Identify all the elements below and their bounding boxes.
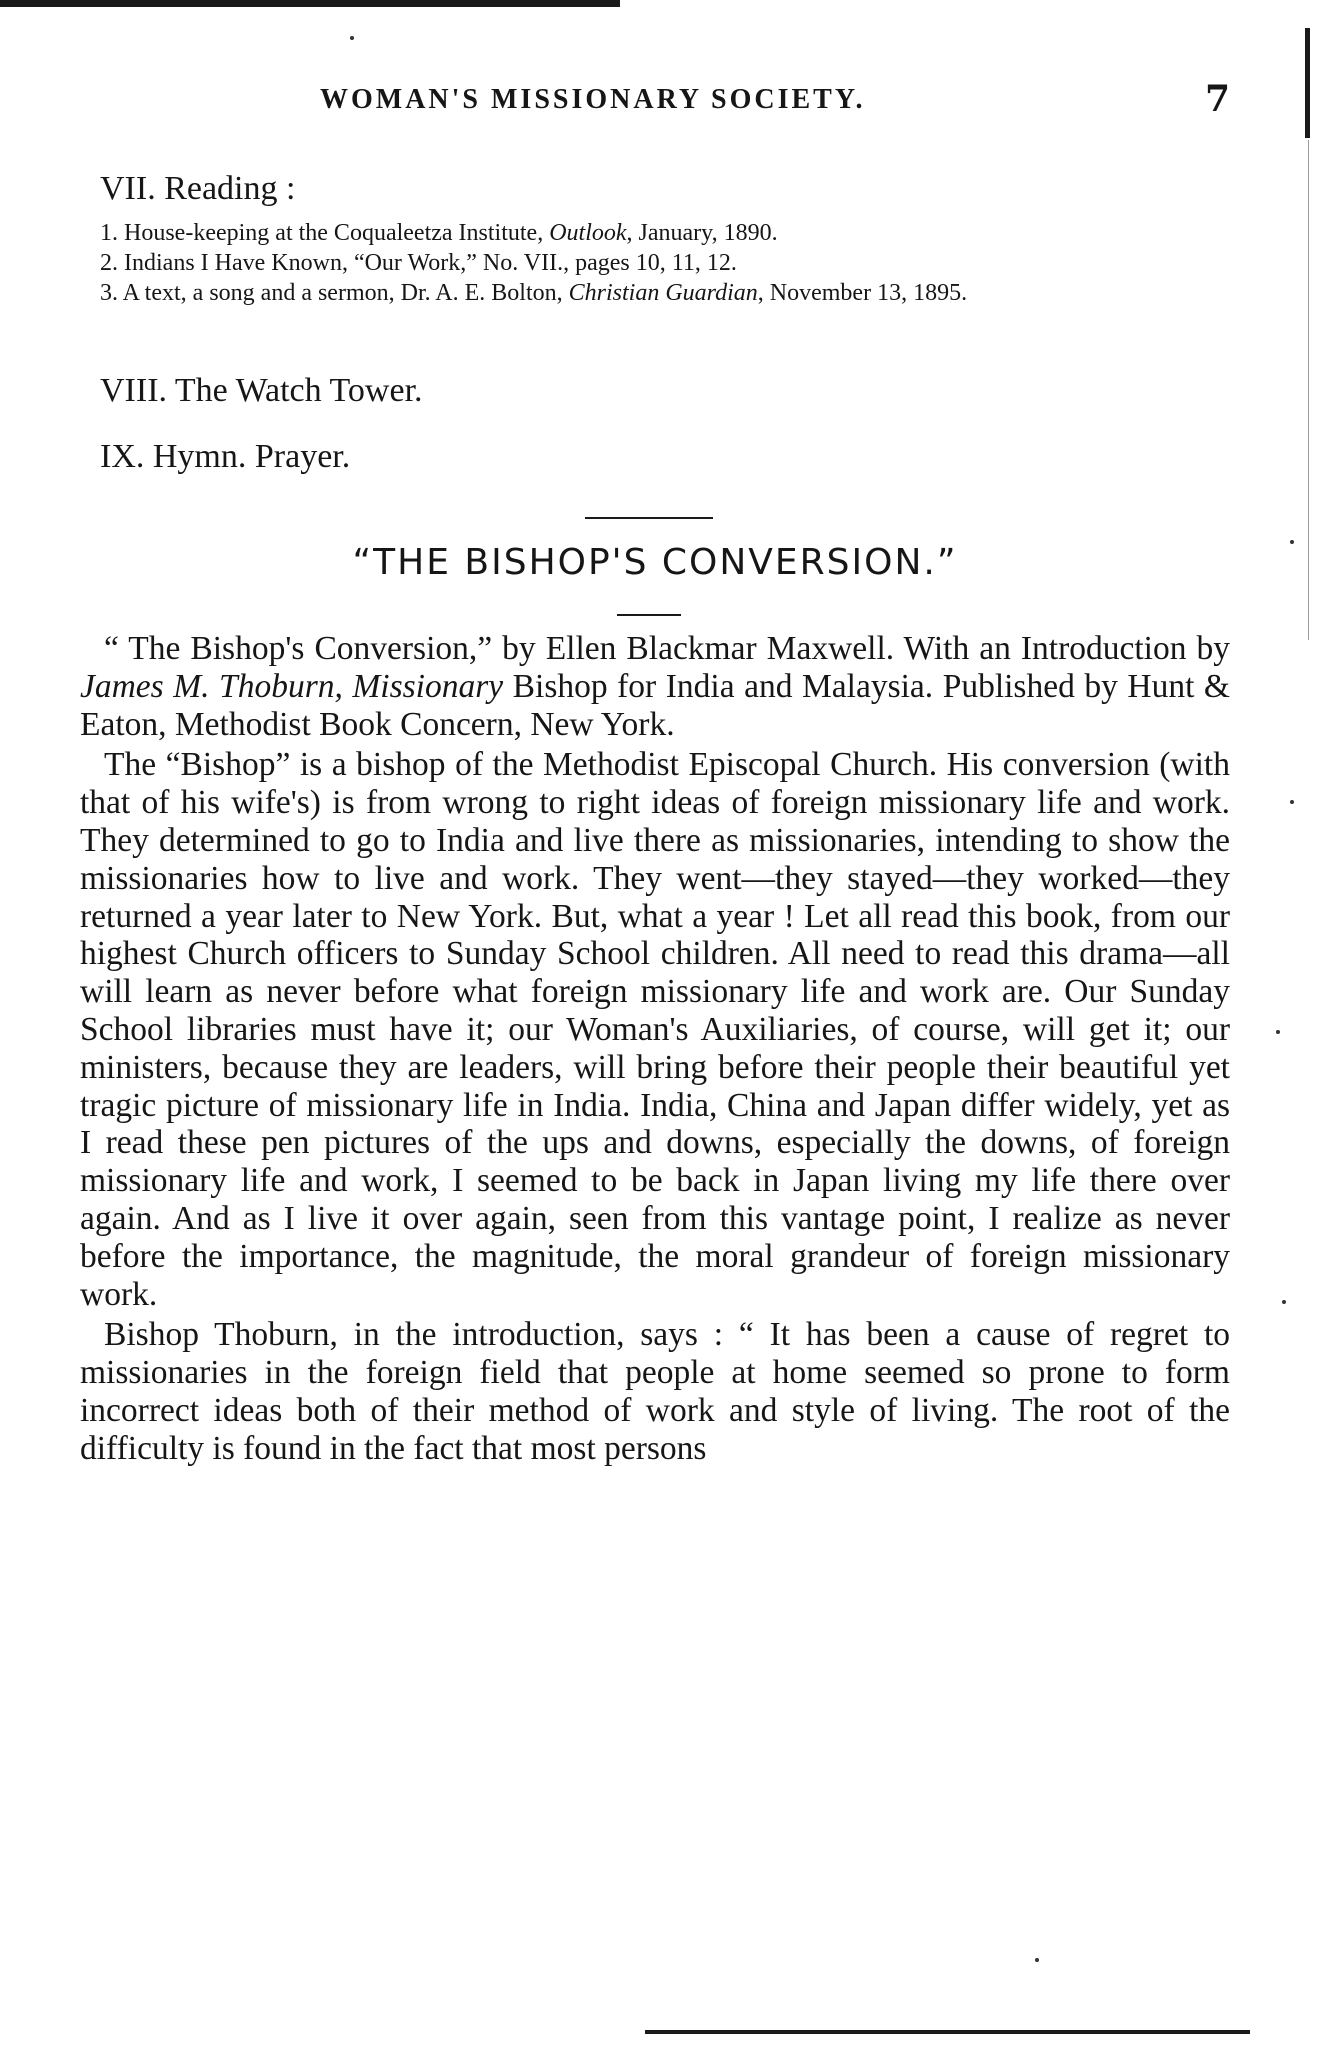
title-rule (617, 614, 681, 616)
print-speck (1290, 540, 1294, 544)
running-head (80, 78, 1230, 122)
source-title: Christian Guardian (568, 280, 758, 306)
reading-heading: VII. Reading : (100, 170, 296, 207)
source-title: Outlook (549, 220, 627, 246)
print-speck (350, 36, 354, 40)
reading-list (80, 218, 1230, 308)
bottom-border-rule (645, 2030, 1250, 2034)
reading-item: 3. A text, a song and a sermon, Dr. A. E. Bolton, Christian Guardian, November 13, 1895. (100, 280, 968, 306)
print-speck (1282, 1300, 1286, 1304)
author-name: James M. Thoburn, Missionary (80, 667, 504, 705)
top-border-rule (0, 0, 620, 7)
right-edge-line (1308, 140, 1309, 640)
article-body (80, 630, 1230, 1468)
print-speck (1276, 1030, 1280, 1034)
paragraph: Bishop Thoburn, in the introduction, says : “ It has been a cause of regret to missionaries in the foreign field that people at home seemed so prone to form incorrect ideas both of their method of work and style of living. The root of the difficulty is found in the fact that most persons (80, 1316, 1230, 1467)
section-divider (585, 517, 713, 519)
watch-tower-heading: VIII. The Watch Tower. (100, 372, 423, 409)
paragraph: “ The Bishop's Conversion,” by Ellen Blackmar Maxwell. With an Introduction by James M. Thoburn, Missionary Bishop for India and Malaysia. Published by Hunt & Eaton, Methodist Book Concern, New York. (80, 630, 1230, 743)
print-speck (1290, 800, 1294, 804)
paragraph: The “Bishop” is a bishop of the Methodist Episcopal Church. His conversion (with that of his wife's) is from wrong to right ideas of foreign missionary life and work. They determined to go to India and live there as missionaries, intending to show the missionaries how to live and work. They went—they stayed—they worked—they returned a year later to New York. But, what a year ! Let all read this book, from our highest Church officers to Sunday School children. All need to read this drama—all will learn as never before what foreign missionary life and work are. Our Sunday School libraries must have it; our Woman's Auxiliaries, of course, will get it; our ministers, because they are leaders, will bring before their people their beautiful yet tragic picture of missionary life in India. India, China and Japan differ widely, yet as I read these pen pictures of the ups and downs, especially the downs, of foreign missionary life and work, I seemed to be back in Japan living my life there over again. And as I live it over again, seen from this vantage point, I realize as never before the importance, the magnitude, the moral grandeur of foreign missionary work. (80, 746, 1230, 1313)
hymn-prayer-heading: IX. Hymn. Prayer. (100, 438, 351, 475)
reading-item: 2. Indians I Have Known, “Our Work,” No. VII., pages 10, 11, 12. (100, 250, 737, 276)
right-edge-mark (1305, 28, 1310, 138)
article-title: “THE BISHOP'S CONVERSION.” (352, 542, 958, 583)
reading-item: 1. House-keeping at the Coqualeetza Institute, Outlook, January, 1890. (100, 220, 778, 246)
running-title: WOMAN'S MISSIONARY SOCIETY. (320, 84, 866, 115)
page-number: 7 (1204, 78, 1230, 120)
print-speck (1035, 1958, 1039, 1962)
